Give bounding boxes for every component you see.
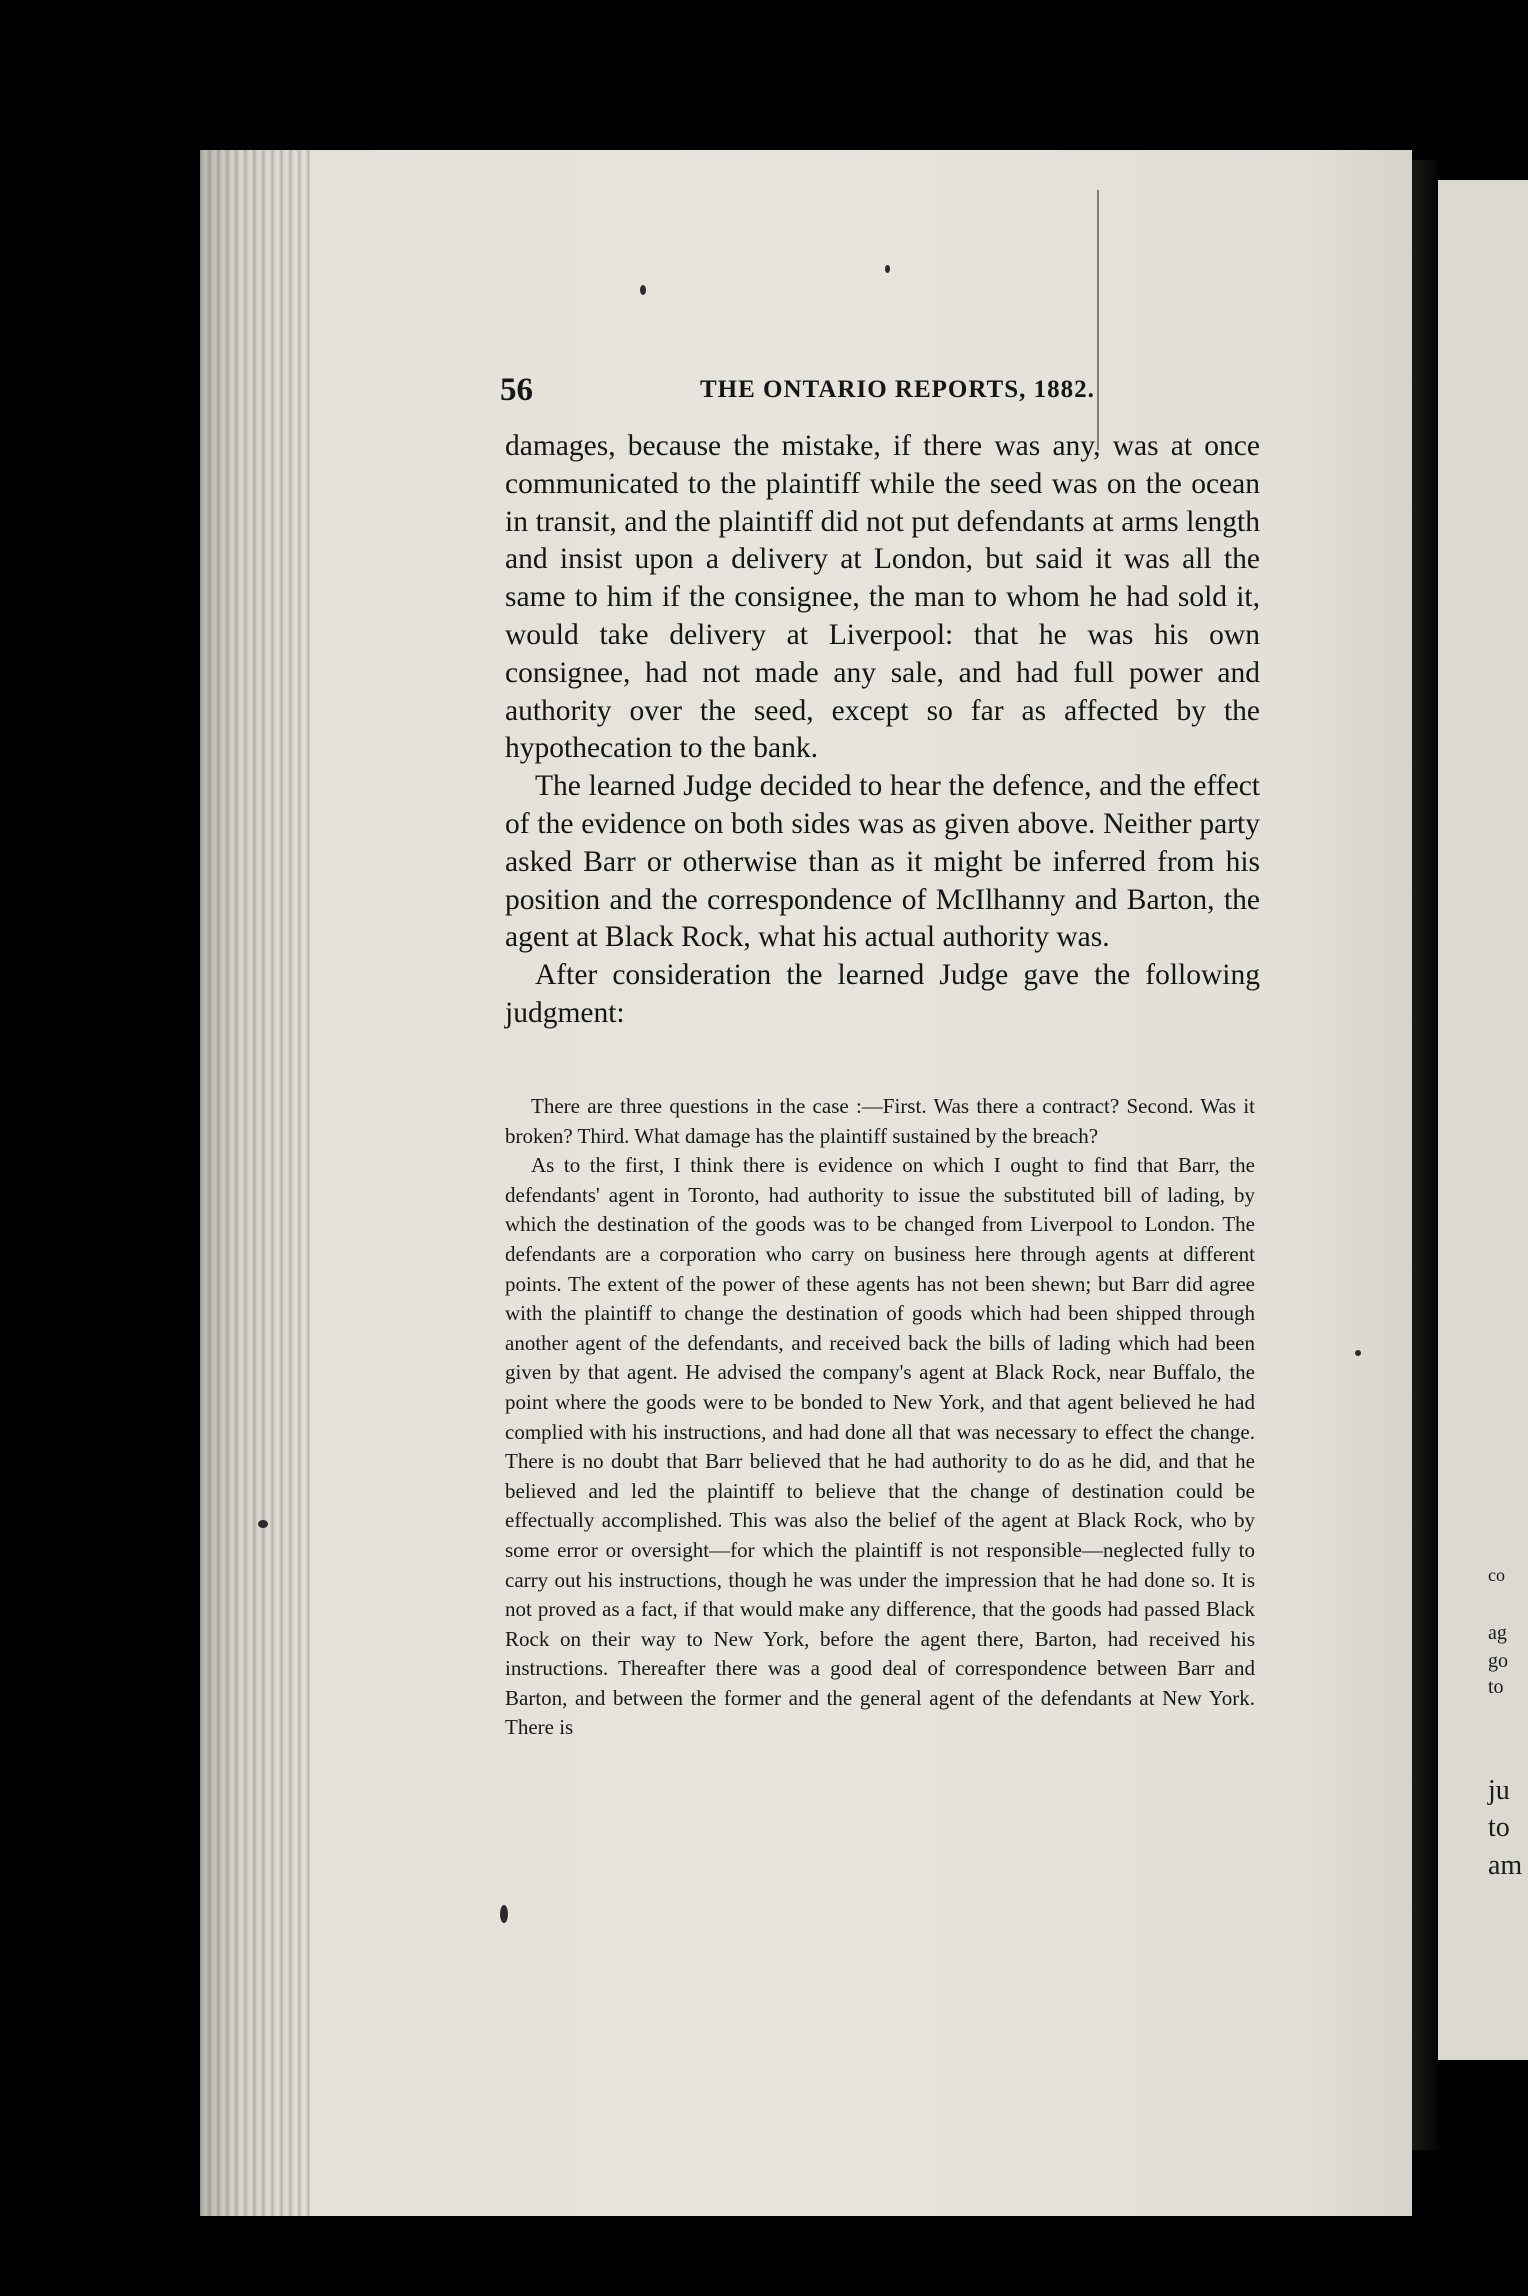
adjacent-page-fragment: go [1488, 1650, 1508, 1672]
body-paragraph: After consideration the learned Judge gave the following judgment: [505, 959, 1260, 1029]
ink-speck [885, 265, 890, 273]
ink-speck [640, 285, 646, 295]
judgment-paragraph: As to the first, I think there is evidence on which I ought to find that Barr, the defendants' agent in Toronto, had authority to issue the substituted bill of lading, by which the destination of the goods was to be changed from Liverpool to London. The defendants are a corporation who carry on business here through agents at different points. The extent of the power of these agents has not been shewn; but Barr did agree with the plaintiff to change the destination of goods which had been shipped through another agent of the defendants, and received back the bills of lading which had been given by that agent. He advised the company's agent at Black Rock, near Buffalo, the point where the goods were to be bonded to New York, and that agent believed he had complied with his instructions, and had done all that was necessary to effect the change. There is no doubt that Barr believed that he had authority to do as he did, and that he believed and led the plaintiff to believe that the change of destination could be effectually accomplished. This was also the belief of the agent at Black Rock, who by some error or oversight—for which the plaintiff is not responsible—neglected fully to carry out his instructions, though he was under the impression that he had done so. It is not proved as a fact, if that would make any difference, that the goods had passed Black Rock on their way to New York, before the agent there, Barton, had received his instructions. Thereafter there was a good deal of correspondence between Barr and Barton, and between the former and the general agent of the defendants at New York. There is [505, 1153, 1255, 1740]
adjacent-page-fragment: to [1488, 1676, 1504, 1698]
body-paragraph: The learned Judge decided to hear the defence, and the effect of the evidence on both sides was as given above. Neither party asked Barr or otherwise than as it might be inferred from his position and the correspondence of McIlhanny and Barton, the agent at Black Rock, what his actual authority was. [505, 770, 1260, 954]
ink-speck [258, 1520, 268, 1528]
adjacent-page-fragment: ag [1488, 1622, 1507, 1644]
page-number: 56 [500, 372, 533, 408]
body-paragraph: damages, because the mistake, if there was any, was at once communicated to the plaintiff while the seed was on the ocean in transit, and the plaintiff did not put defendants at arms length and insist upon a delivery at London, but said it was all the same to him if the consignee, the man to whom he had sold it, would take delivery at Liverpool: that he was his own consignee, had not made any sale, and had full power and authority over the seed, except so far as affected by the hypothecation to the bank. [505, 430, 1260, 765]
page-header [500, 372, 1160, 416]
main-text [505, 428, 1260, 1033]
adjacent-page-fragment: am [1488, 1850, 1523, 1881]
running-title: THE ONTARIO REPORTS, 1882. [700, 376, 1095, 403]
ink-speck [1355, 1350, 1361, 1356]
judgment-text [505, 1092, 1255, 1743]
adjacent-page-fragment: to [1488, 1812, 1510, 1843]
ink-speck [500, 1905, 508, 1923]
book-gutter [1412, 160, 1438, 2150]
adjacent-page [1438, 180, 1528, 2060]
judgment-paragraph: There are three questions in the case :—First. Was there a contract? Second. Was it broken? Third. What damage has the plaintiff sustained by the breach? [505, 1094, 1255, 1148]
adjacent-page-fragment: co [1488, 1565, 1505, 1585]
adjacent-page-fragment: ju [1488, 1775, 1510, 1806]
page-stack-edges [200, 150, 310, 2216]
